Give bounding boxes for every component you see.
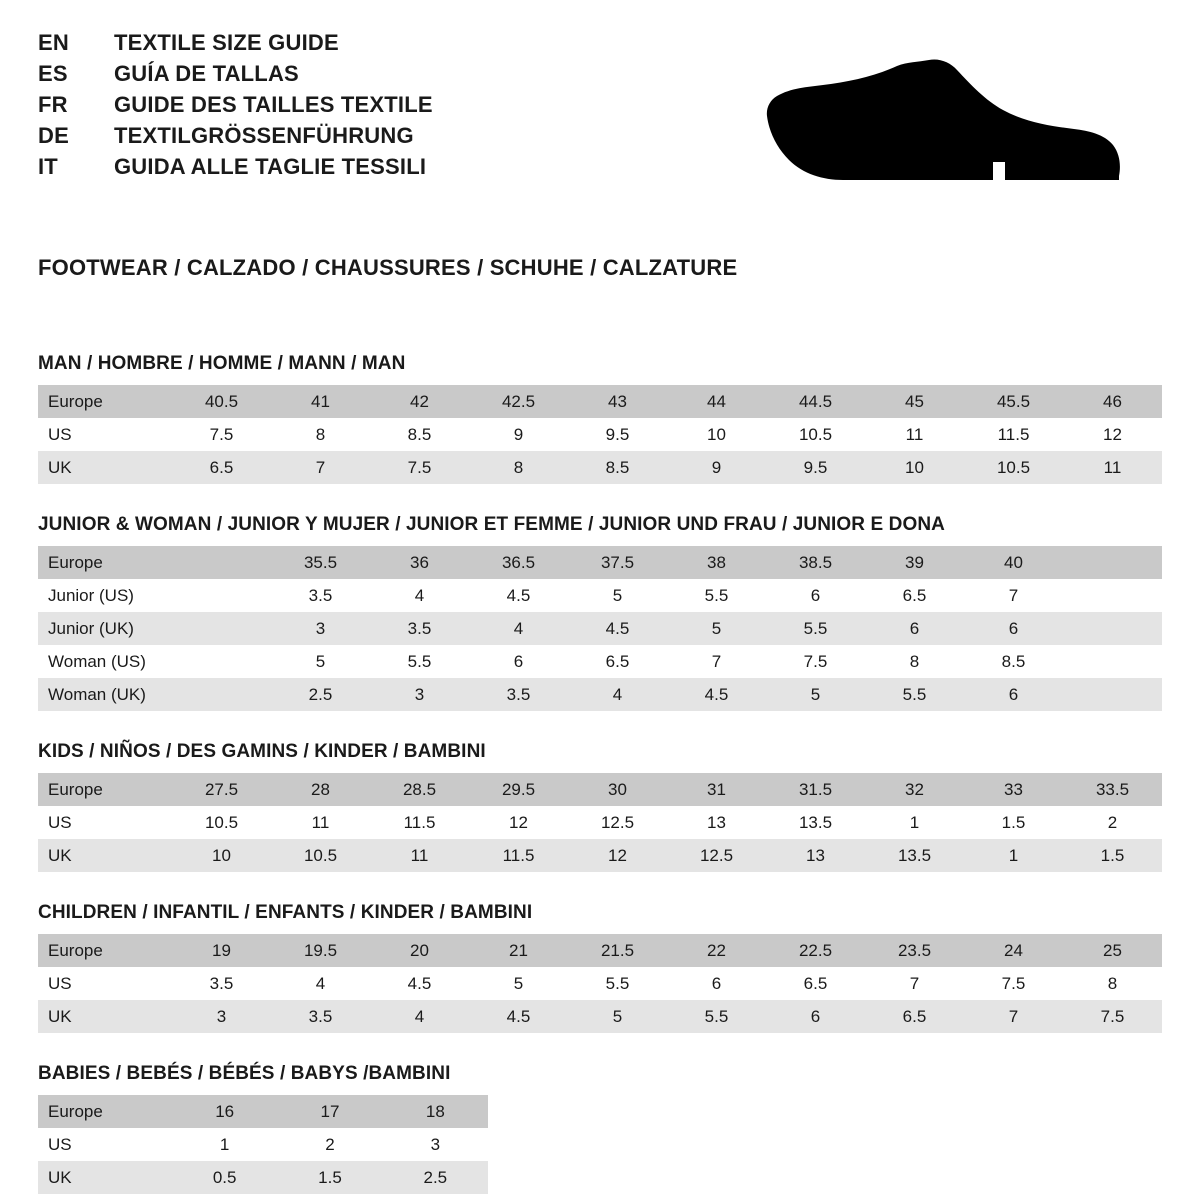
size-cell: 6 <box>667 967 766 1000</box>
table-row <box>38 1161 488 1194</box>
size-cell: 24 <box>964 934 1063 967</box>
size-cell: 11 <box>271 806 370 839</box>
size-cell: 7 <box>271 451 370 484</box>
size-cell: 42 <box>370 385 469 418</box>
size-cell: 4.5 <box>568 612 667 645</box>
size-cell: 6.5 <box>865 579 964 612</box>
language-row <box>38 156 433 178</box>
size-cell <box>172 678 271 711</box>
size-cell: 1 <box>964 839 1063 872</box>
size-cell: 6.5 <box>865 1000 964 1033</box>
size-cell: 6 <box>766 579 865 612</box>
language-title: TEXTILGRÖSSENFÜHRUNG <box>114 123 414 148</box>
size-cell: 3 <box>172 1000 271 1033</box>
size-cell: 13.5 <box>766 806 865 839</box>
language-code: DE <box>38 123 69 148</box>
size-cell: 40.5 <box>172 385 271 418</box>
size-cell: 38.5 <box>766 546 865 579</box>
size-cell: 11.5 <box>370 806 469 839</box>
size-section <box>38 514 1162 711</box>
size-cell: 3 <box>383 1128 488 1161</box>
language-code: EN <box>38 30 69 55</box>
header <box>38 32 1162 219</box>
size-cell: 6.5 <box>172 451 271 484</box>
size-cell: 5 <box>271 645 370 678</box>
size-cell: 20 <box>370 934 469 967</box>
size-cell: 45 <box>865 385 964 418</box>
size-cell: 23.5 <box>865 934 964 967</box>
size-cell: 10 <box>172 839 271 872</box>
size-cell: 41 <box>271 385 370 418</box>
size-cell: 7 <box>865 967 964 1000</box>
size-cell: 9.5 <box>766 451 865 484</box>
size-cell <box>172 546 271 579</box>
size-cell: 5.5 <box>667 579 766 612</box>
size-cell: 7 <box>964 579 1063 612</box>
language-code: FR <box>38 92 68 117</box>
size-cell: 1 <box>865 806 964 839</box>
size-cell: 33 <box>964 773 1063 806</box>
size-section <box>38 902 1162 1033</box>
size-cell: 4 <box>469 612 568 645</box>
size-cell: 43 <box>568 385 667 418</box>
size-cell: 0.5 <box>172 1161 277 1194</box>
row-label: UK <box>38 1000 172 1033</box>
size-cell: 5.5 <box>766 612 865 645</box>
row-label: US <box>38 418 172 451</box>
size-cell: 27.5 <box>172 773 271 806</box>
table-row <box>38 451 1162 484</box>
table-row <box>38 678 1162 711</box>
size-cell: 25 <box>1063 934 1162 967</box>
size-cell: 3.5 <box>271 1000 370 1033</box>
size-cell: 12.5 <box>568 806 667 839</box>
size-cell: 36.5 <box>469 546 568 579</box>
size-cell: 4.5 <box>370 967 469 1000</box>
size-cell: 40 <box>964 546 1063 579</box>
size-cell: 6 <box>766 1000 865 1033</box>
size-cell: 8 <box>469 451 568 484</box>
size-cell: 8 <box>1063 967 1162 1000</box>
size-cell: 28.5 <box>370 773 469 806</box>
size-cell: 4 <box>370 579 469 612</box>
size-cell: 32 <box>865 773 964 806</box>
size-cell: 6.5 <box>766 967 865 1000</box>
table-row <box>38 1095 488 1128</box>
size-cell: 21.5 <box>568 934 667 967</box>
size-cell: 11 <box>865 418 964 451</box>
size-cell: 8 <box>865 645 964 678</box>
language-title: TEXTILE SIZE GUIDE <box>114 30 339 55</box>
size-cell: 9 <box>667 451 766 484</box>
size-cell: 8.5 <box>964 645 1063 678</box>
size-cell: 7.5 <box>766 645 865 678</box>
table-row <box>38 1000 1162 1033</box>
row-label: US <box>38 967 172 1000</box>
size-cell: 19 <box>172 934 271 967</box>
section-title: CHILDREN / INFANTIL / ENFANTS / KINDER / BAMBINI <box>38 902 533 923</box>
size-cell: 7 <box>964 1000 1063 1033</box>
size-cell: 36 <box>370 546 469 579</box>
size-cell: 28 <box>271 773 370 806</box>
size-cell: 5.5 <box>568 967 667 1000</box>
size-cell: 22 <box>667 934 766 967</box>
size-cell: 10.5 <box>766 418 865 451</box>
table-row <box>38 839 1162 872</box>
size-cell: 11 <box>370 839 469 872</box>
size-cell: 5.5 <box>370 645 469 678</box>
language-title-list <box>38 32 433 187</box>
size-cell: 18 <box>383 1095 488 1128</box>
size-cell: 5 <box>568 579 667 612</box>
size-cell: 39 <box>865 546 964 579</box>
size-cell: 22.5 <box>766 934 865 967</box>
size-cell <box>172 645 271 678</box>
size-cell: 46 <box>1063 385 1162 418</box>
size-cell: 6 <box>964 612 1063 645</box>
size-cell: 29.5 <box>469 773 568 806</box>
size-cell: 5.5 <box>667 1000 766 1033</box>
size-cell: 4 <box>568 678 667 711</box>
size-tables-container <box>38 353 1162 1194</box>
size-cell: 4.5 <box>667 678 766 711</box>
size-cell: 3 <box>370 678 469 711</box>
row-label: Europe <box>38 546 172 579</box>
size-cell: 1.5 <box>1063 839 1162 872</box>
size-cell: 19.5 <box>271 934 370 967</box>
size-table <box>38 546 1162 711</box>
size-cell: 9 <box>469 418 568 451</box>
language-row <box>38 125 433 147</box>
size-cell: 38 <box>667 546 766 579</box>
size-cell <box>172 579 271 612</box>
size-cell: 10.5 <box>964 451 1063 484</box>
size-table <box>38 934 1162 1033</box>
size-cell: 21 <box>469 934 568 967</box>
language-row <box>38 32 433 54</box>
size-cell: 7.5 <box>1063 1000 1162 1033</box>
row-label: Woman (US) <box>38 645 172 678</box>
size-cell: 7.5 <box>370 451 469 484</box>
size-cell: 17 <box>277 1095 382 1128</box>
row-label: US <box>38 806 172 839</box>
size-cell: 5 <box>568 1000 667 1033</box>
section-title: JUNIOR & WOMAN / JUNIOR Y MUJER / JUNIOR ET FEMME / JUNIOR UND FRAU / JUNIOR E DONA <box>38 514 946 535</box>
section-title: MAN / HOMBRE / HOMME / MANN / MAN <box>38 353 406 374</box>
size-section <box>38 353 1162 484</box>
language-row <box>38 94 433 116</box>
language-title: GUIDA ALLE TAGLIE TESSILI <box>114 154 427 179</box>
size-cell <box>1063 612 1162 645</box>
size-cell: 11.5 <box>964 418 1063 451</box>
row-label: Europe <box>38 1095 172 1128</box>
size-table <box>38 1095 488 1194</box>
size-cell: 3.5 <box>271 579 370 612</box>
row-label: UK <box>38 451 172 484</box>
size-cell: 6 <box>865 612 964 645</box>
section-title: BABIES / BEBÉS / BÉBÉS / BABYS /BAMBINI <box>38 1063 451 1084</box>
size-cell: 7.5 <box>172 418 271 451</box>
size-cell: 8.5 <box>370 418 469 451</box>
size-cell: 12 <box>1063 418 1162 451</box>
size-cell: 3.5 <box>469 678 568 711</box>
size-section <box>38 1063 1162 1194</box>
language-row <box>38 63 433 85</box>
row-label: UK <box>38 1161 172 1194</box>
section-title: KIDS / NIÑOS / DES GAMINS / KINDER / BAMBINI <box>38 741 486 762</box>
size-cell: 11 <box>1063 451 1162 484</box>
row-label: Europe <box>38 934 172 967</box>
row-label: Junior (US) <box>38 579 172 612</box>
size-cell: 30 <box>568 773 667 806</box>
size-cell: 10.5 <box>172 806 271 839</box>
size-cell: 3.5 <box>370 612 469 645</box>
size-cell: 10.5 <box>271 839 370 872</box>
size-cell: 3 <box>271 612 370 645</box>
size-cell: 31 <box>667 773 766 806</box>
size-cell: 35.5 <box>271 546 370 579</box>
size-cell: 13 <box>667 806 766 839</box>
size-cell: 6.5 <box>568 645 667 678</box>
size-cell: 13.5 <box>865 839 964 872</box>
size-cell: 7 <box>667 645 766 678</box>
size-cell: 42.5 <box>469 385 568 418</box>
size-cell: 44 <box>667 385 766 418</box>
size-cell: 2.5 <box>383 1161 488 1194</box>
size-cell: 12 <box>469 806 568 839</box>
table-row <box>38 418 1162 451</box>
size-table <box>38 773 1162 872</box>
size-cell: 4.5 <box>469 579 568 612</box>
size-cell <box>1063 645 1162 678</box>
size-table <box>38 385 1162 484</box>
size-cell: 5.5 <box>865 678 964 711</box>
size-cell: 44.5 <box>766 385 865 418</box>
row-label: US <box>38 1128 172 1161</box>
size-cell: 33.5 <box>1063 773 1162 806</box>
size-cell <box>1063 579 1162 612</box>
size-cell: 4 <box>271 967 370 1000</box>
table-row <box>38 612 1162 645</box>
size-cell: 11.5 <box>469 839 568 872</box>
size-cell: 6 <box>964 678 1063 711</box>
size-cell <box>1063 546 1162 579</box>
size-cell: 1.5 <box>964 806 1063 839</box>
size-cell: 10 <box>667 418 766 451</box>
size-cell: 12 <box>568 839 667 872</box>
size-cell: 10 <box>865 451 964 484</box>
size-cell: 12.5 <box>667 839 766 872</box>
language-code: IT <box>38 154 58 179</box>
size-cell: 8.5 <box>568 451 667 484</box>
language-code: ES <box>38 61 68 86</box>
table-row <box>38 934 1162 967</box>
language-title: GUIDE DES TAILLES TEXTILE <box>114 92 433 117</box>
table-row <box>38 546 1162 579</box>
table-row <box>38 773 1162 806</box>
table-row <box>38 806 1162 839</box>
table-row <box>38 579 1162 612</box>
size-cell: 9.5 <box>568 418 667 451</box>
size-cell: 5 <box>469 967 568 1000</box>
row-label: Europe <box>38 773 172 806</box>
row-label: Woman (UK) <box>38 678 172 711</box>
size-cell: 1 <box>172 1128 277 1161</box>
size-cell: 31.5 <box>766 773 865 806</box>
size-cell: 5 <box>667 612 766 645</box>
size-cell: 45.5 <box>964 385 1063 418</box>
size-cell: 4.5 <box>469 1000 568 1033</box>
size-cell: 1.5 <box>277 1161 382 1194</box>
size-cell: 2.5 <box>271 678 370 711</box>
size-cell: 2 <box>277 1128 382 1161</box>
table-row <box>38 385 1162 418</box>
size-cell: 3.5 <box>172 967 271 1000</box>
row-label: UK <box>38 839 172 872</box>
size-cell <box>1063 678 1162 711</box>
table-row <box>38 967 1162 1000</box>
table-row <box>38 645 1162 678</box>
size-cell: 13 <box>766 839 865 872</box>
size-cell: 8 <box>271 418 370 451</box>
category-heading: FOOTWEAR / CALZADO / CHAUSSURES / SCHUHE / CALZATURE <box>38 255 738 280</box>
size-section <box>38 741 1162 872</box>
size-cell: 5 <box>766 678 865 711</box>
row-label: Europe <box>38 385 172 418</box>
size-cell <box>172 612 271 645</box>
size-cell: 16 <box>172 1095 277 1128</box>
size-cell: 4 <box>370 1000 469 1033</box>
table-row <box>38 1128 488 1161</box>
row-label: Junior (UK) <box>38 612 172 645</box>
dress-shoe-icon <box>752 54 1132 219</box>
language-title: GUÍA DE TALLAS <box>114 61 299 86</box>
size-cell: 6 <box>469 645 568 678</box>
size-cell: 2 <box>1063 806 1162 839</box>
size-cell: 7.5 <box>964 967 1063 1000</box>
size-cell: 37.5 <box>568 546 667 579</box>
